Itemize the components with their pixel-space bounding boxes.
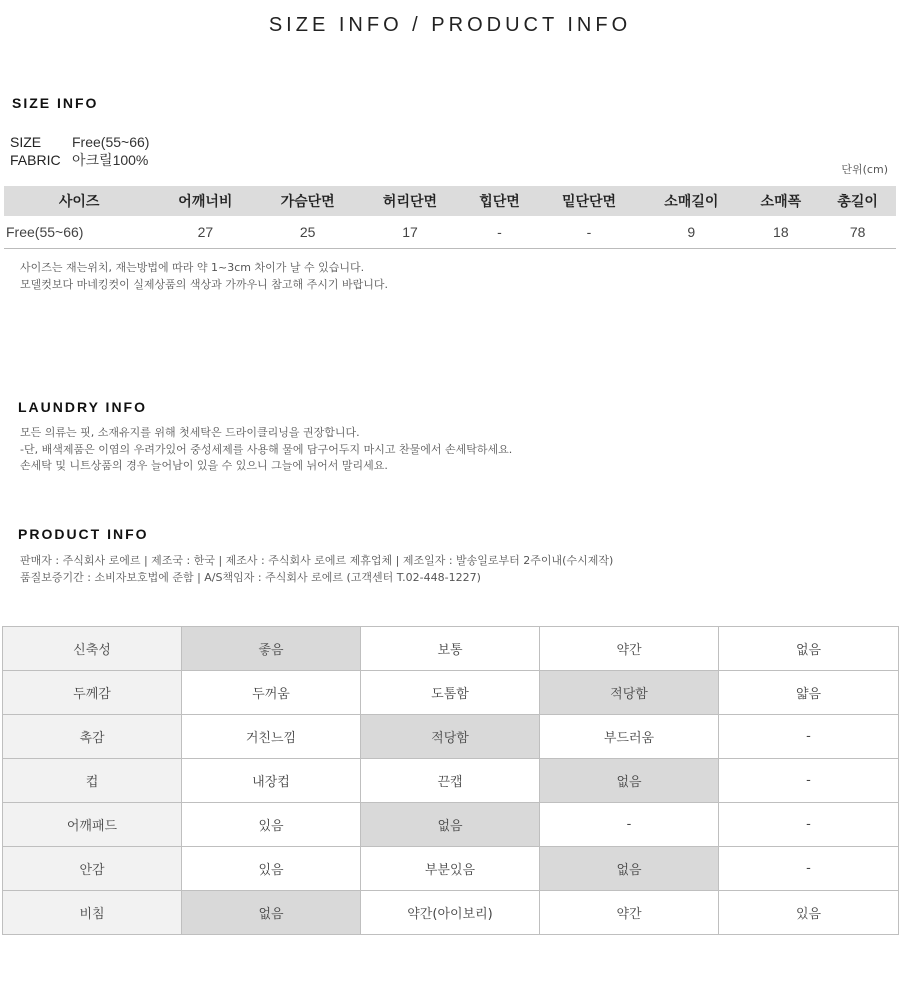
property-option-selected: 없음 [361, 803, 540, 847]
col-header: 밑단단면 [538, 186, 640, 216]
property-option: - [719, 759, 899, 803]
laundry-info-title: LAUNDRY INFO [18, 399, 147, 415]
property-row [3, 847, 899, 891]
product-info-title: PRODUCT INFO [18, 526, 149, 542]
page-title: SIZE INFO / PRODUCT INFO [268, 14, 632, 36]
product-line: 판매자 : 주식회사 로에르 | 제조국 : 한국 | 제조사 : 주식회사 로에르 제휴업체 | 제조일자 : 발송일로부터 2주이내(수시제작) [20, 554, 614, 567]
note-line: 사이즈는 재는위치, 재는방법에 따라 약 1~3cm 차이가 날 수 있습니다. [20, 261, 365, 274]
property-option: - [540, 803, 719, 847]
property-row [3, 803, 899, 847]
property-option: 있음 [182, 803, 361, 847]
spec-fabric-value: 아크릴100% [72, 152, 149, 168]
property-option: - [719, 847, 899, 891]
laundry-line: -단, 배색제품은 이염의 우려가있어 중성세제를 사용해 물에 담구어두지 마시고 찬물에서 손세탁하세요. [20, 442, 513, 456]
spec-size-value: Free(55~66) [72, 134, 150, 150]
table-cell: 27 [154, 216, 256, 249]
spec-fabric-label: FABRIC [10, 152, 61, 168]
property-option-selected: 좋음 [182, 627, 361, 671]
property-row [3, 715, 899, 759]
property-option: 있음 [719, 891, 899, 935]
spec-size [10, 134, 149, 150]
col-header: 허리단면 [359, 186, 461, 216]
property-option-selected: 적당함 [540, 671, 719, 715]
spec-fabric [10, 150, 148, 170]
property-option: 얇음 [719, 671, 899, 715]
property-label: 어깨패드 [3, 803, 182, 847]
col-header: 사이즈 [4, 186, 154, 216]
property-row [3, 627, 899, 671]
size-info-title: SIZE INFO [12, 95, 99, 111]
laundry-line: 손세탁 및 니트상품의 경우 늘어남이 있을 수 있으니 그늘에 뉘어서 말리세요. [20, 459, 388, 472]
property-option-selected: 없음 [540, 847, 719, 891]
note-line: 모델컷보다 마네킹컷이 실제상품의 색상과 가까우니 참고해 주시기 바랍니다. [20, 277, 389, 291]
property-option: 거친느낌 [182, 715, 361, 759]
property-option: 약간 [540, 891, 719, 935]
table-cell: 9 [640, 216, 742, 249]
col-header: 어깨너비 [154, 186, 256, 216]
table-cell: 17 [359, 216, 461, 249]
property-row [3, 891, 899, 935]
property-option-selected: 적당함 [361, 715, 540, 759]
property-option: - [719, 803, 899, 847]
property-label: 촉감 [3, 715, 182, 759]
table-cell: 25 [257, 216, 359, 249]
table-cell: 18 [742, 216, 819, 249]
table-cell: - [538, 216, 640, 249]
laundry-notes [20, 425, 512, 475]
property-option: 없음 [719, 627, 899, 671]
col-header: 총길이 [819, 186, 896, 216]
property-option-selected: 없음 [182, 891, 361, 935]
property-table [2, 626, 899, 935]
property-option: 부드러움 [540, 715, 719, 759]
property-label: 안감 [3, 847, 182, 891]
col-header: 힙단면 [461, 186, 538, 216]
table-row [4, 216, 896, 249]
property-option: 약간(아이보리) [361, 891, 540, 935]
property-option: 두꺼움 [182, 671, 361, 715]
property-option: 내장컵 [182, 759, 361, 803]
property-option: 있음 [182, 847, 361, 891]
property-option: - [719, 715, 899, 759]
unit-label: 단위(cm) [841, 163, 888, 176]
property-option: 부분있음 [361, 847, 540, 891]
property-label: 컵 [3, 759, 182, 803]
laundry-line: 모든 의류는 핏, 소재유지를 위해 첫세탁은 드라이클리닝을 권장합니다. [20, 426, 360, 439]
property-row [3, 759, 899, 803]
table-cell: - [461, 216, 538, 249]
table-cell: Free(55~66) [4, 216, 154, 249]
property-option-selected: 없음 [540, 759, 719, 803]
property-option: 보통 [361, 627, 540, 671]
property-label: 신축성 [3, 627, 182, 671]
product-line: 품질보증기간 : 소비자보호법에 준함 | A/S책임자 : 주식회사 로에르 (고객센터 T.02-448-1227) [20, 570, 481, 584]
property-option: 끈캡 [361, 759, 540, 803]
property-option: 약간 [540, 627, 719, 671]
spec-size-label: SIZE [10, 134, 42, 150]
product-notes [20, 553, 613, 586]
col-header: 가슴단면 [257, 186, 359, 216]
property-option: 도톰함 [361, 671, 540, 715]
size-table [4, 186, 896, 249]
property-label: 두께감 [3, 671, 182, 715]
property-row [3, 671, 899, 715]
property-label: 비침 [3, 891, 182, 935]
table-cell: 78 [819, 216, 896, 249]
col-header: 소매길이 [640, 186, 742, 216]
size-notes [20, 260, 388, 293]
size-table-header [4, 186, 896, 216]
col-header: 소매폭 [742, 186, 819, 216]
